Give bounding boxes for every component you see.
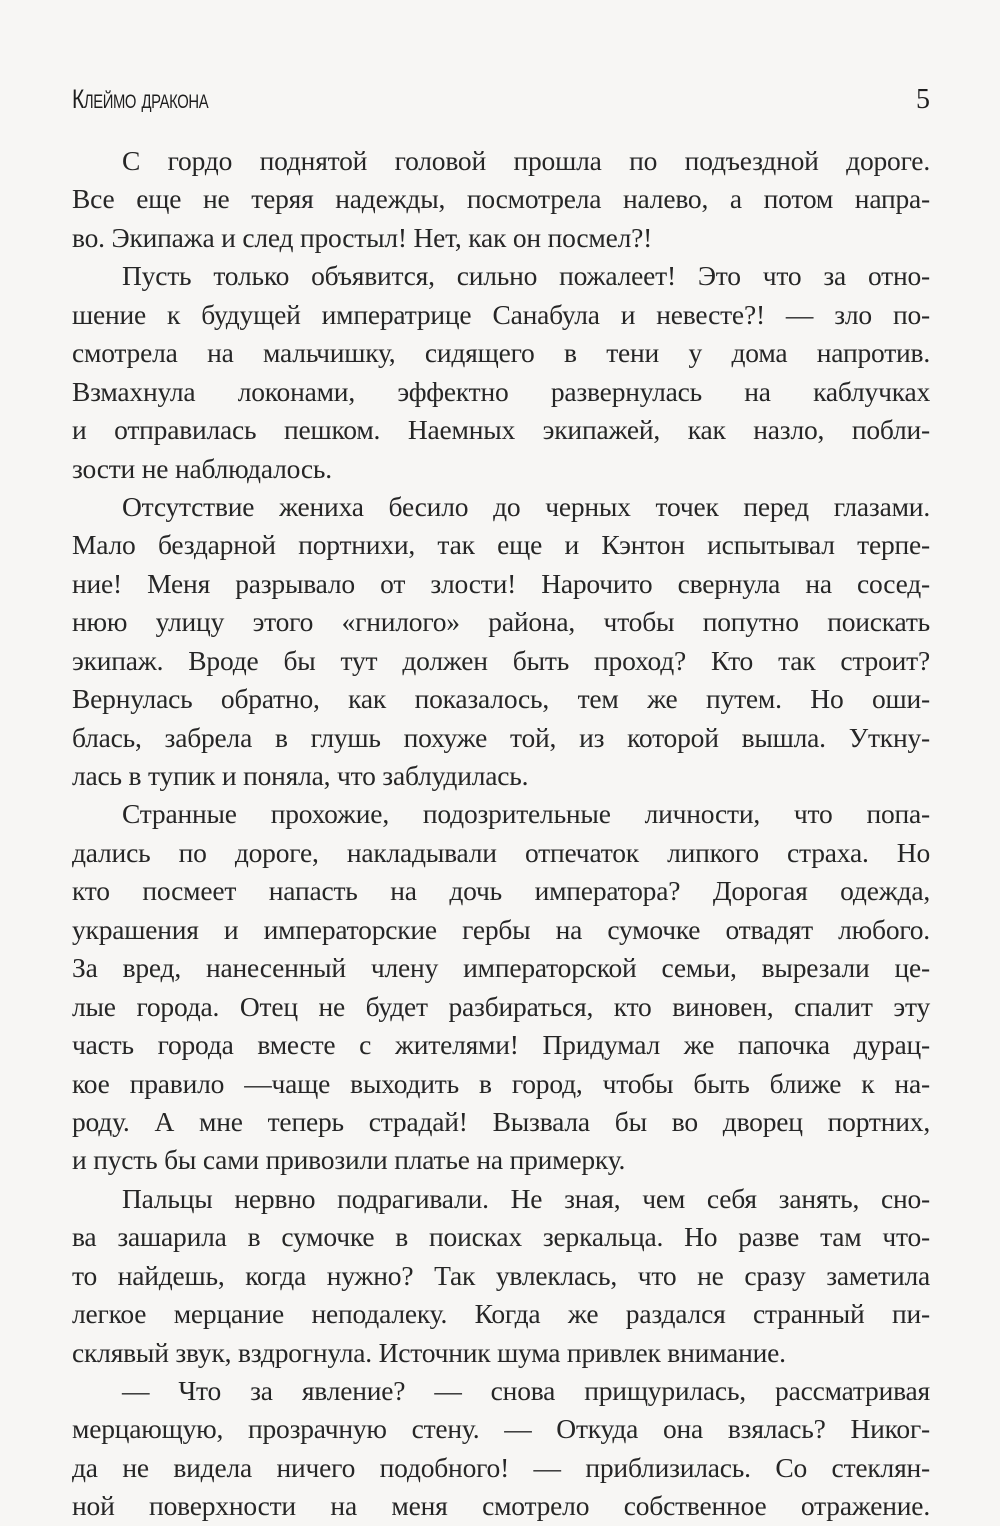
text-line: шение к будущей императрице Санабула и невесте?! — зло по- bbox=[72, 298, 930, 330]
paragraph bbox=[72, 795, 930, 1179]
text-line: украшения и императорские гербы на сумочке отвадят любого. bbox=[72, 913, 930, 945]
text-line: смотрела на мальчишку, сидящего в тени у дома напротив. bbox=[72, 337, 930, 369]
text-line: Вернулась обратно, как показалось, тем же путем. Но оши- bbox=[72, 683, 930, 715]
running-title: Клеймо дракона bbox=[72, 84, 209, 114]
text-line: Странные прохожие, подозрительные личности, что попа- bbox=[122, 798, 930, 830]
text-line: и пусть бы сами привозили платье на примерку. bbox=[72, 1144, 626, 1176]
text-line: лась в тупик и поняла, что заблудилась. bbox=[72, 760, 529, 791]
text-line: дались по дороге, накладывали отпечаток липкого страха. Но bbox=[72, 836, 930, 868]
text-line: кто посмеет напасть на дочь императора? Дорогая одежда, bbox=[72, 875, 930, 907]
paragraph bbox=[72, 1372, 930, 1526]
text-line: ние! Меня разрывало от злости! Нарочито свернула на сосед- bbox=[72, 567, 930, 599]
text-line: Все еще не теряя надежды, посмотрела налево, а потом напра- bbox=[72, 183, 930, 215]
text-line: Пусть только объявится, сильно пожалеет! Это что за отно- bbox=[122, 260, 930, 292]
text-line: Взмахнула локонами, эффектно развернулась на каблучках bbox=[72, 375, 930, 407]
text-line: ной поверхности на меня смотрело собственное отражение. bbox=[72, 1490, 930, 1522]
text-line: Мало бездарной портнихи, так еще и Кэнтон испытывал терпе- bbox=[72, 529, 930, 561]
text-line: лые города. Отец не будет разбираться, кто виновен, спалит эту bbox=[72, 990, 930, 1022]
text-line: Отсутствие жениха бесило до черных точек перед глазами. bbox=[122, 490, 930, 522]
text-line: и отправилась пешком. Наемных экипажей, как назло, побли- bbox=[72, 414, 930, 446]
text-line: С гордо поднятой головой прошла по подъездной дороге. bbox=[122, 145, 930, 176]
paragraph bbox=[72, 1180, 930, 1372]
text-line: кое правило —чаще выходить в город, чтобы быть ближе к на- bbox=[72, 1067, 930, 1099]
page-number: 5 bbox=[916, 84, 930, 115]
text-line: — Что за явление? — снова прищурилась, рассматривая bbox=[122, 1375, 930, 1406]
text-line: экипаж. Вроде бы тут должен быть проход? Кто так строит? bbox=[72, 644, 930, 676]
text-line: ва зашарила в сумочке в поисках зеркальца. Но разве там что- bbox=[72, 1221, 930, 1253]
text-line: нюю улицу этого «гнилого» района, чтобы попутно поискать bbox=[72, 606, 930, 638]
text-line: то найдешь, когда нужно? Так увлеклась, что не сразу заметила bbox=[72, 1259, 930, 1291]
paragraph bbox=[72, 257, 930, 488]
text-line: склявый звук, вздрогнула. Источник шума привлек внимание. bbox=[72, 1336, 786, 1368]
text-line: мерцающую, прозрачную стену. — Откуда она взялась? Никог- bbox=[72, 1413, 930, 1445]
text-line: во. Экипажа и след простыл! Нет, как он посмел?! bbox=[72, 221, 653, 253]
text-line: зости не наблюдалось. bbox=[72, 452, 332, 484]
text-line: блась, забрела в глушь похуже той, из которой вышла. Уткну- bbox=[72, 721, 930, 753]
text-line: За вред, нанесенный члену императорской семьи, вырезали це- bbox=[72, 952, 930, 984]
text-line: роду. А мне теперь страдай! Вызвала бы во дворец портних, bbox=[72, 1105, 930, 1137]
text-line: да не видела ничего подобного! — приблизилась. Со стеклян- bbox=[72, 1451, 930, 1483]
text-line: легкое мерцание неподалеку. Когда же раздался странный пи- bbox=[72, 1298, 930, 1330]
paragraph bbox=[72, 488, 930, 796]
paragraph bbox=[72, 142, 930, 257]
text-line: часть города вместе с жителями! Придумал же папочка дурац- bbox=[72, 1029, 930, 1061]
page-header bbox=[72, 84, 930, 124]
body-text bbox=[72, 142, 930, 1526]
text-line: Пальцы нервно подрагивали. Не зная, чем себя занять, сно- bbox=[122, 1182, 930, 1214]
